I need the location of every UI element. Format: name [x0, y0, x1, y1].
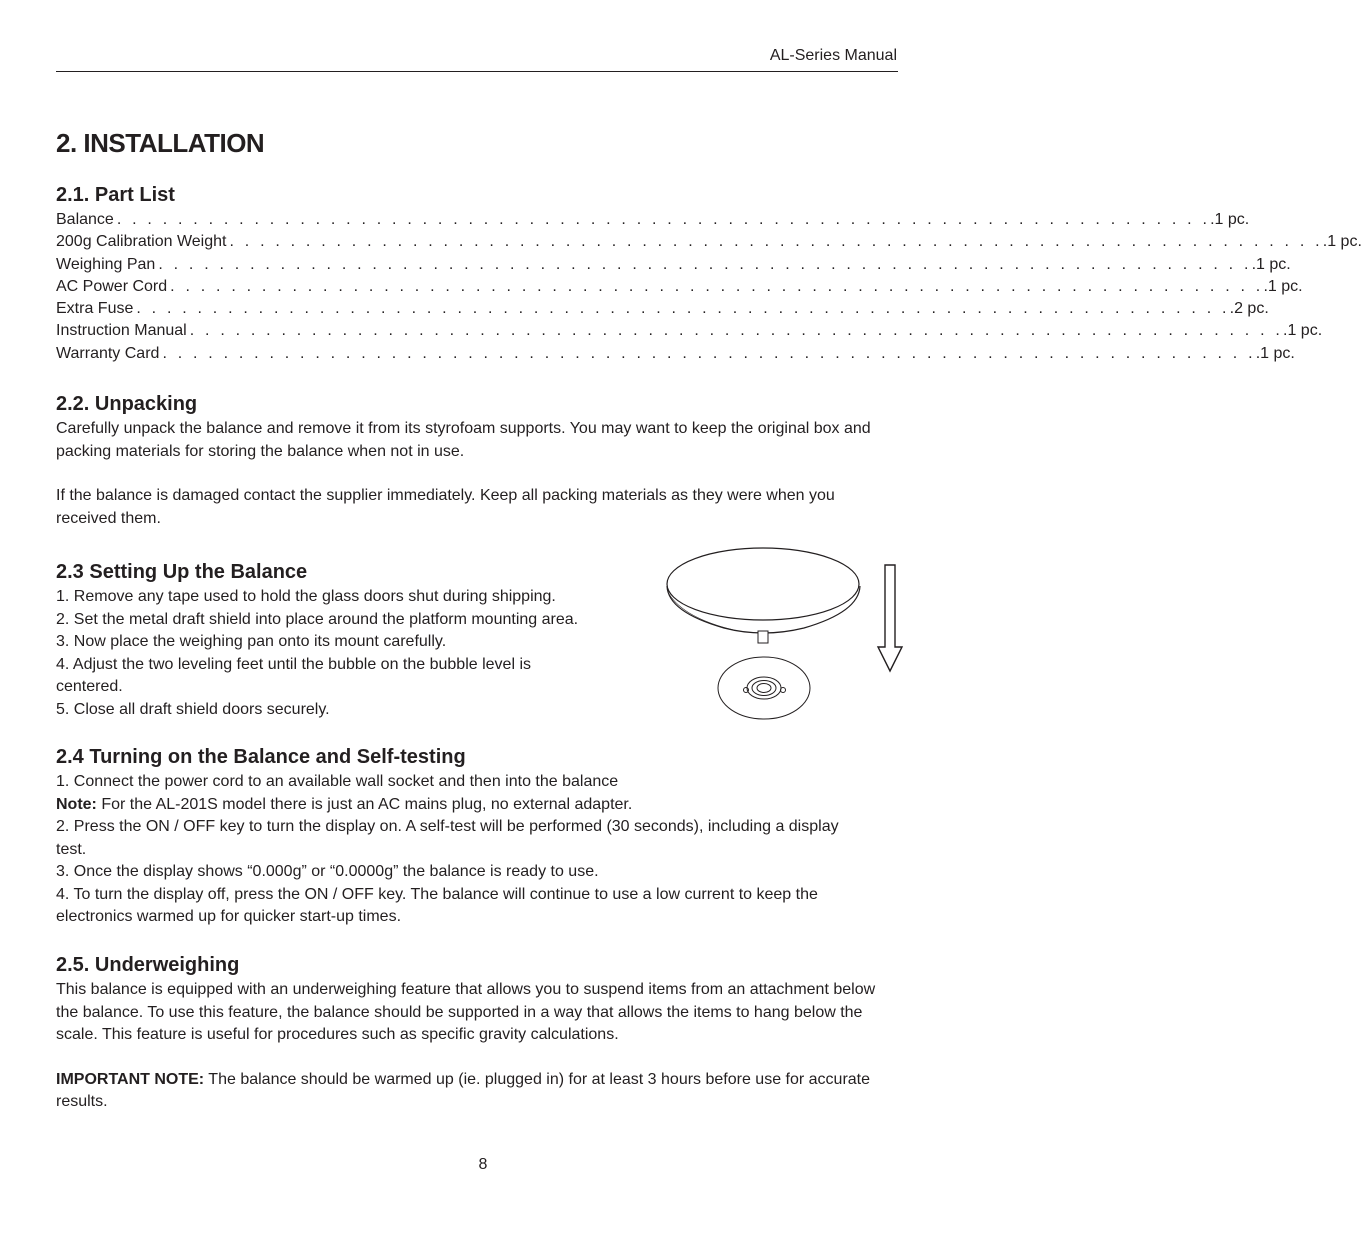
part-name: AC Power Cord	[56, 277, 168, 295]
part-name: Instruction Manual	[56, 322, 187, 340]
setup-step-5: 5. Close all draft shield doors securely.	[56, 700, 330, 718]
page-number: 8	[478, 1156, 488, 1173]
weighing-pan-diagram	[664, 546, 904, 726]
part-quantity: .1 pc.	[1210, 211, 1250, 228]
parts-list	[56, 209, 1362, 365]
setup-step-2: 2. Set the metal draft shield into place around the platform mounting area.	[56, 610, 579, 628]
note-text: For the AL-201S model there is just an AC mains plug, no external adapter.	[96, 795, 633, 813]
page-title: 2. INSTALLATION	[56, 128, 265, 158]
leader-dots: . . . . . . . . . . . . . . . . . . . . . . . . . . . . . . . . . . . . . . . . . . . . . . . . . . . . . . . . . . . . . . . . . . . . . . . .	[162, 344, 1256, 362]
turning-on-step-3: 3. Once the display shows “0.000g” or “0.0000g” the balance is ready to use.	[56, 863, 599, 880]
turning-on-note	[56, 794, 898, 817]
list-item	[56, 298, 1269, 320]
unpacking-paragraph-1: Carefully unpack the balance and remove it from its styrofoam supports. You may want to keep the original box and packing materials for storing the balance when not in use.	[56, 420, 871, 460]
list-item	[56, 276, 1303, 298]
turning-on-step-2: 2. Press the ON / OFF key to turn the display on. A self-test will be performed (30 seconds), including a display test.	[56, 818, 839, 858]
underweighing-section	[56, 953, 898, 1114]
important-note	[56, 1069, 898, 1114]
part-name: Balance	[56, 211, 114, 228]
turning-on-section	[56, 745, 898, 929]
leader-dots: . . . . . . . . . . . . . . . . . . . . . . . . . . . . . . . . . . . . . . . . . . . . . . . . . . . . . . . . . . . . . . . . . . . . . . . .	[170, 277, 1264, 295]
part-list-section	[56, 183, 1362, 365]
part-quantity: .1 pc.	[1263, 277, 1303, 295]
list-item	[56, 209, 1250, 231]
header-divider	[56, 71, 898, 72]
part-name: Weighing Pan	[56, 255, 156, 273]
turning-on-heading: 2.4 Turning on the Balance and Self-testing	[56, 746, 466, 768]
running-header: AL-Series Manual	[769, 47, 897, 64]
list-item	[56, 320, 1323, 342]
important-note-label: IMPORTANT NOTE:	[56, 1070, 205, 1088]
leader-dots: . . . . . . . . . . . . . . . . . . . . . . . . . . . . . . . . . . . . . . . . . . . . . . . . . . . . . . . . . . . . . . . . . . . . . . . .	[116, 211, 1211, 228]
important-note-text: The balance should be warmed up (ie. plugged in) for at least 3 hours before use for accurate results.	[56, 1070, 871, 1110]
part-quantity: .1 pc.	[1251, 255, 1291, 273]
note-label: Note:	[56, 795, 97, 813]
leader-dots: . . . . . . . . . . . . . . . . . . . . . . . . . . . . . . . . . . . . . . . . . . . . . . . . . . . . . . . . . . . . . . . . . . . . . . . .	[158, 255, 1252, 273]
underweighing-heading: 2.5. Underweighing	[56, 954, 240, 976]
part-quantity: .1 pc.	[1283, 322, 1323, 340]
part-list-heading: 2.1. Part List	[56, 184, 175, 206]
unpacking-paragraph-2: If the balance is damaged contact the supplier immediately. Keep all packing materials as they were when you received them.	[56, 487, 835, 527]
turning-on-step-1: 1. Connect the power cord to an available wall socket and then into the balance	[56, 773, 619, 790]
list-item	[56, 231, 1362, 253]
part-quantity: .1 pc.	[1322, 233, 1362, 251]
unpacking-section	[56, 392, 898, 530]
part-name: Warranty Card	[56, 344, 160, 362]
setup-heading: 2.3 Setting Up the Balance	[56, 561, 308, 583]
part-quantity: .1 pc.	[1255, 344, 1295, 362]
underweighing-paragraph: This balance is equipped with an underweighing feature that allows you to suspend items from an attachment below the balance. To use this feature, the balance should be supported in a way that allows the items to hang below the scale. This feature is useful for procedures such as specific gravity calculations.	[56, 981, 876, 1043]
part-quantity: .2 pc.	[1229, 300, 1269, 318]
setup-section	[56, 560, 656, 721]
setup-step-1: 1. Remove any tape used to hold the glass doors shut during shipping.	[56, 588, 556, 605]
part-name: Extra Fuse	[56, 300, 134, 318]
down-arrow-icon	[878, 565, 902, 671]
part-name: 200g Calibration Weight	[56, 233, 227, 251]
setup-step-3: 3. Now place the weighing pan onto its mount carefully.	[56, 633, 447, 650]
setup-step-4: 4. Adjust the two leveling feet until the bubble on the bubble level is centered.	[56, 655, 531, 695]
leader-dots: . . . . . . . . . . . . . . . . . . . . . . . . . . . . . . . . . . . . . . . . . . . . . . . . . . . . . . . . . . . . . . . . . . . . . . . .	[229, 233, 1323, 251]
turning-on-step-4: 4. To turn the display off, press the ON / OFF key. The balance will continue to use a low current to keep the electronics warmed up for quicker start-up times.	[56, 885, 818, 925]
list-item	[56, 254, 1291, 276]
leader-dots: . . . . . . . . . . . . . . . . . . . . . . . . . . . . . . . . . . . . . . . . . . . . . . . . . . . . . . . . . . . . . . . . . . . . . . . .	[136, 300, 1230, 318]
list-item	[56, 343, 1295, 365]
unpacking-heading: 2.2. Unpacking	[56, 393, 198, 415]
leader-dots: . . . . . . . . . . . . . . . . . . . . . . . . . . . . . . . . . . . . . . . . . . . . . . . . . . . . . . . . . . . . . . . . . . . . . . . .	[189, 322, 1284, 340]
